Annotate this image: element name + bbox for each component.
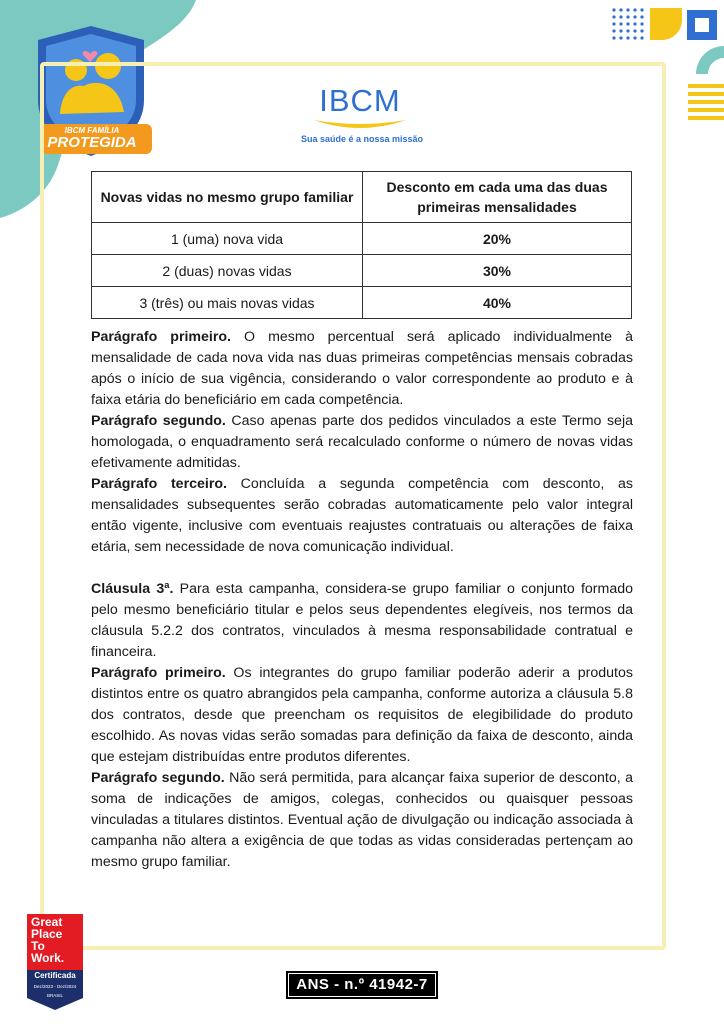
gptw-line: To (31, 939, 45, 953)
table-header-row (92, 172, 632, 223)
table-row (92, 223, 632, 255)
paragraph-lead: Parágrafo primeiro. (91, 329, 231, 345)
cell-lives: 3 (três) ou mais novas vidas (92, 287, 363, 319)
paragraph (91, 579, 633, 663)
paragraph-text: Os integrantes do grupo familiar poderão aderir a produtos distintos entre os quatro abrangidos pela campanha, conforme autoriza a cláusula 5.8 dos contratos, desde que preencham os requisitos de elegibilidade do produto escolhido. As novas vidas serão somadas para definição da faixa de desconto, ainda que estejam distribuídas entre produtos diferentes. (91, 665, 633, 765)
table-row (92, 287, 632, 319)
paragraph-lead: Parágrafo terceiro. (91, 476, 227, 492)
paragraph (91, 474, 633, 558)
cell-discount: 30% (363, 255, 632, 287)
paragraph-text: Para esta campanha, considera-se grupo familiar o conjunto formado pelo mesmo beneficiário titular e pelos seus dependentes elegíveis, nos termos da cláusula 5.2.2 dos contratos, vinculados à mesma responsabilidade contratual e financeira. (91, 581, 633, 660)
paragraph-text: Não será permitida, para alcançar faixa superior de desconto, a soma de indicações de amigos, colegas, conhecidos ou quaisquer pessoas vinculadas a titulares distintos. Eventual ação de divulgação ou indicação associada à campanha não altera a exigência de que todas as vidas consideradas pertençam ao mesmo grupo familiar. (91, 770, 633, 870)
ans-registration-box (286, 971, 438, 999)
header-discount: Desconto em cada uma das duas primeiras mensalidades (363, 172, 632, 223)
header-new-lives: Novas vidas no mesmo grupo familiar (92, 172, 363, 223)
paragraph-text: Caso apenas parte dos pedidos vinculados a este Termo seja homologada, o enquadramento será recalculado conforme o número de novas vidas efetivamente admitidas. (91, 413, 633, 471)
gptw-line: Great (31, 915, 63, 929)
logo-wordmark: IBCM (319, 83, 401, 118)
document-body (91, 327, 633, 873)
paragraph-text: O mesmo percentual será aplicado individualmente à mensalidade de cada nova vida nas duas primeiras competências mensais cobradas após o início de sua vigência, considerando o valor correspondente ao produto e à faixa etária do beneficiário em cada competência. (91, 329, 633, 408)
discount-table (91, 171, 632, 319)
paragraph-lead: Parágrafo segundo. (91, 413, 226, 429)
paragraph-lead: Parágrafo primeiro. (91, 665, 226, 681)
paragraph-gap (91, 558, 633, 579)
paragraph-lead: Parágrafo segundo. (91, 770, 225, 786)
cell-lives: 2 (duas) novas vidas (92, 255, 363, 287)
gptw-period: Dez/2023 - Dez/2024 (33, 984, 77, 989)
table-row (92, 255, 632, 287)
cell-discount: 40% (363, 287, 632, 319)
gptw-line: Place (31, 927, 63, 941)
paragraph-lead: Cláusula 3ª. (91, 581, 174, 597)
cell-lives: 1 (uma) nova vida (92, 223, 363, 255)
paragraph (91, 768, 633, 873)
ibcm-logo (300, 84, 420, 137)
ans-registration-text: ANS - n.º 41942-7 (288, 973, 436, 997)
paragraph-text: Concluída a segunda competência com desconto, as mensalidades subsequentes serão cobradas automaticamente pelo valor integral então vigente, inclusive com eventuais reajustes contratuais ou alterações de faixa etária, sem necessidade de nova comunicação individual. (91, 476, 633, 555)
badge-label-main: PROTEGIDA (47, 134, 137, 151)
gptw-line: Work. (31, 951, 65, 965)
gptw-country: BRASIL (46, 993, 63, 998)
paragraph (91, 327, 633, 411)
logo-tagline: Sua saúde é a nossa missão (300, 134, 424, 144)
paragraph (91, 663, 633, 768)
badge-label-top: IBCM FAMÍLIA (64, 126, 120, 135)
gptw-certified: Certificada (34, 971, 76, 980)
cell-discount: 20% (363, 223, 632, 255)
logo-smile-icon (300, 118, 420, 132)
paragraph (91, 411, 633, 474)
